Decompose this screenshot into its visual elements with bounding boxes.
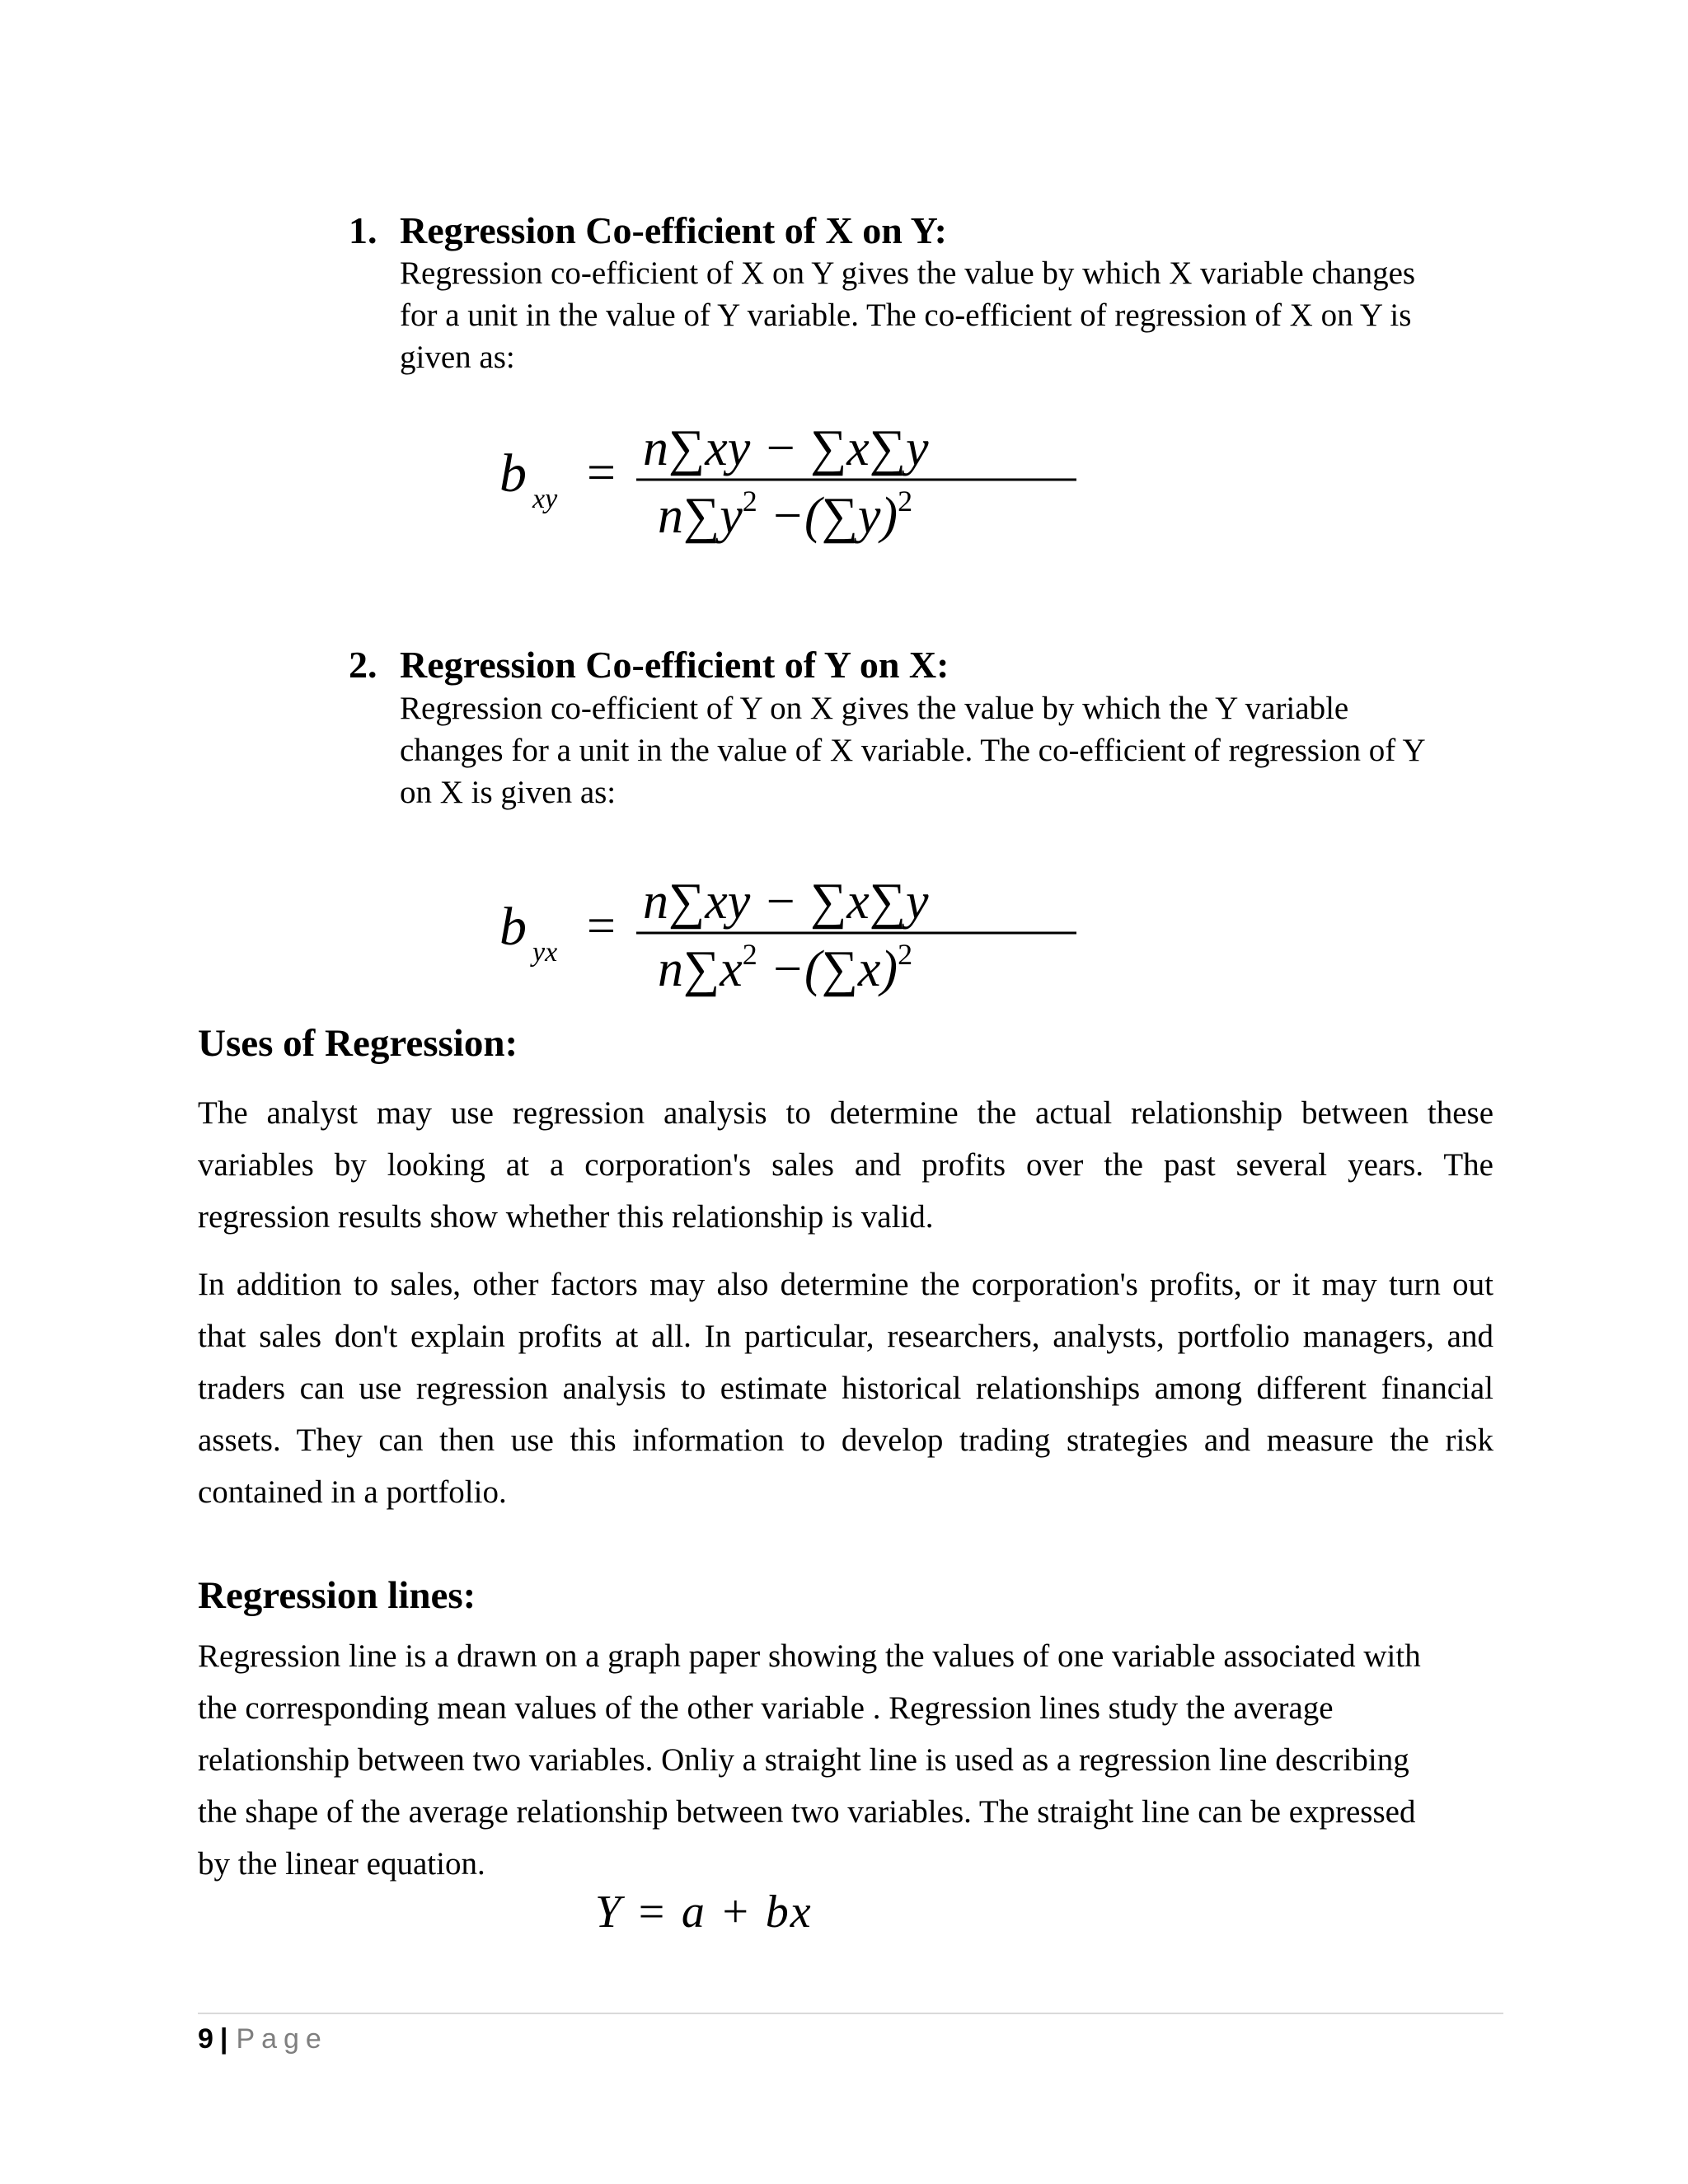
formula-bxy-equals: = xyxy=(587,445,616,501)
formula-bxy xyxy=(495,419,1088,571)
section2-paragraph xyxy=(400,687,1455,813)
uses-paragraph-2 xyxy=(198,1258,1493,1518)
page-label: Page xyxy=(236,2023,328,2055)
uses-p1-line: variables by looking at a corporation's sales and profits over the past several years. The xyxy=(198,1147,1493,1183)
formula-byx xyxy=(495,872,1088,1024)
regression-lines-line: the corresponding mean values of the other variable . Regression lines study the average xyxy=(198,1690,1334,1726)
regression-lines-paragraph xyxy=(198,1630,1459,1890)
section1-title: Regression Co-efficient of X on Y: xyxy=(400,209,947,251)
formula-byx-sub: yx xyxy=(532,937,558,968)
section2-line: Regression co-efficient of Y on X gives the value by which the Y variable xyxy=(400,691,1349,726)
uses-p2-line: In addition to sales, other factors may also determine the corporation's profits, or it may turn out xyxy=(198,1267,1493,1302)
linear-equation: Y = a + bx xyxy=(595,1886,813,1938)
section1-heading xyxy=(349,208,947,254)
section2-title: Regression Co-efficient of Y on X: xyxy=(400,644,950,686)
uses-p1-line: The analyst may use regression analysis to determine the actual relationship between these xyxy=(198,1095,1493,1131)
regression-lines-heading: Regression lines: xyxy=(198,1574,476,1617)
footer-separator: | xyxy=(219,2023,228,2055)
uses-p2-line: that sales don't explain profits at all. In particular, researchers, analysts, portfolio managers, and xyxy=(198,1319,1493,1354)
regression-lines-line: by the linear equation. xyxy=(198,1846,485,1882)
formula-byx-numerator: n∑xy − ∑x∑y xyxy=(643,874,929,930)
formula-byx-denominator: $n\sum x^2 -(\sum x)^2$ xyxy=(658,938,913,997)
section1-number: 1. xyxy=(349,209,377,251)
section2-line: changes for a unit in the value of X variable. The co-efficient of regression of Y xyxy=(400,733,1426,768)
footer-rule xyxy=(198,2013,1503,2014)
uses-p2-line: assets. They can then use this information to develop trading strategies and measure the risk xyxy=(198,1422,1493,1458)
page-footer xyxy=(198,2021,328,2057)
uses-p2-line: traders can use regression analysis to estimate historical relationships among different financial xyxy=(198,1371,1493,1406)
formula-byx-svg xyxy=(495,872,1088,1020)
section2-number: 2. xyxy=(349,644,377,686)
uses-heading: Uses of Regression: xyxy=(198,1022,518,1065)
section2-line: on X is given as: xyxy=(400,775,617,810)
formula-bxy-numerator: n∑xy − ∑x∑y xyxy=(643,420,929,476)
uses-p1-line: regression results show whether this relationship is valid. xyxy=(198,1199,934,1235)
formula-bxy-svg xyxy=(495,419,1088,567)
formula-byx-equals: = xyxy=(587,898,616,954)
page-number: 9 xyxy=(198,2023,213,2055)
section2-heading xyxy=(349,642,949,688)
formula-bxy-lhs: b xyxy=(499,443,527,504)
section1-line: given as: xyxy=(400,340,515,375)
formula-byx-lhs: b xyxy=(499,897,527,957)
formula-bxy-denominator: $n\sum y^2 -(\sum y)^2$ xyxy=(658,485,913,544)
section1-line: Regression co-efficient of X on Y gives the value by which X variable changes xyxy=(400,255,1416,291)
formula-bxy-sub: xy xyxy=(532,484,558,514)
regression-lines-line: Regression line is a drawn on a graph paper showing the values of one variable associated with xyxy=(198,1638,1421,1674)
regression-lines-line: relationship between two variables. Onliy a straight line is used as a regression line describing xyxy=(198,1742,1409,1778)
section1-line: for a unit in the value of Y variable. The co-efficient of regression of X on Y is xyxy=(400,298,1412,333)
uses-p2-line: contained in a portfolio. xyxy=(198,1474,507,1510)
uses-paragraph-1 xyxy=(198,1087,1493,1243)
section1-paragraph xyxy=(400,252,1455,378)
regression-lines-line: the shape of the average relationship between two variables. The straight line can be expressed xyxy=(198,1794,1416,1830)
